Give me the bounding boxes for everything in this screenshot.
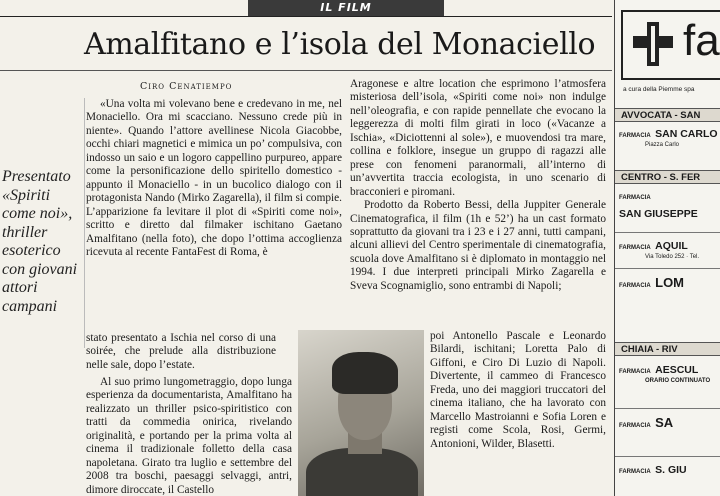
logo-letter: fa <box>683 16 720 65</box>
paragraph: poi Antonello Pascale e Leonardo Bilardi, ischitani; Loretta Palo di Giffoni, e Ciro Di Luzio di Napoli. Divertente, il cammeo di Francesco Freda, uno dei maggiori truccatori del cinema italiano, che ha lavorato con Marcello Mastroianni e Sofia Loren e registi come Scola, Rosi, Germi, Antonioni, Wilder, Blasetti. <box>430 330 606 450</box>
article-column-2 <box>350 78 606 293</box>
pharmacy-name: SA <box>655 415 674 430</box>
director-photo <box>298 330 424 496</box>
paragraph: «Una volta mi volevano bene e credevano in me, nel Monaciello. Ora mi scacciano. Nessuno crede più in niente». Quando l’attore avellinese Nicola Giacobbe, occhi chiari magnetici e mimica un po’ compulsiva, con indosso un saio e un logoro cappellino purpureo, appare come la personificazione dello spiritello domestico - appunto il Monaciello - in un bucolico dialogo con il protagonista Nando (Mirko Zagarella), il film si compie. L’apparizione fa levitare il plot di «Spiriti come noi», scritto e diretto dal filmaker ischitano Gaetano Amalfitano (nella foto), che dopo l’ottima accoglienza ricevuta al recente FantaFest di Roma, è <box>86 98 342 258</box>
pharmacy-label: FARMACIA <box>619 195 651 201</box>
paragraph: Aragonese e altre location che esprimono l’atmosfera misteriosa dell’isola, «Spiriti come noi» non indulge nell’oleografia, e con rapide pennellate che evocano la leggerezza di molti film girati in loco («Vacanze a Ischia», «Diciottenni al sole»), e muovendosi tra mare, collina e folklore, insegue un gruppo di ragazzi alle prese con fenomeni paranormali, all’interno di un’avvertita traccia ecologista, in uno scenario di bracconieri e piromani. <box>350 78 606 198</box>
pharmacy-label: FARMACIA <box>619 283 651 289</box>
pharmacy-label: FARMACIA <box>619 245 651 251</box>
article-column-2-continued <box>430 330 606 451</box>
photo-hair <box>332 352 398 394</box>
zone-header: CENTRO - S. FER <box>615 170 720 184</box>
pharmacy-label: FARMACIA <box>619 423 651 429</box>
pull-quote: Presentato «Spiriti come noi», thriller esoterico con giovani attori campani <box>2 168 78 315</box>
zone-header: AVVOCATA - SAN <box>615 108 720 122</box>
pharmacy-entry <box>615 236 720 262</box>
photo-shirt <box>306 448 418 496</box>
pharmacy-line: Piazza Carlo <box>645 142 680 148</box>
separator <box>615 456 720 457</box>
pharmacy-sidebar <box>614 0 720 496</box>
pharmacy-name: AQUIL <box>655 240 688 252</box>
pharmacy-name: SAN CARLO <box>655 128 718 140</box>
section-label: IL FILM <box>320 1 372 14</box>
pharmacy-entry <box>615 460 720 478</box>
article-column-1 <box>86 98 342 259</box>
separator <box>615 408 720 409</box>
pharmacy-line: ORARIO CONTINUATO <box>645 378 711 384</box>
pharmacy-entry <box>615 186 720 222</box>
separator <box>615 232 720 233</box>
sidebar-credit: a cura della Piemme spa <box>623 86 695 93</box>
pharmacy-name: AESCUL <box>655 364 699 376</box>
pharmacy-line: Via Toledo 252 · Tel. <box>645 254 700 260</box>
pharmacy-label: FARMACIA <box>619 369 651 375</box>
zone-header: CHIAIA - RIV <box>615 342 720 356</box>
paragraph: Prodotto da Roberto Bessi, della Juppiter Generale Cinematografica, il film (1h e 52’) ha un cast formato soprattutto da giovani tra i 23 e i 27 anni, tutti campani, alcuni allievi del Centro sperimentale di cinematografia, scuola dove Amalfitano si è diplomato in montaggio nel 1994. I due interpreti principali Mirko Zagarella e Sveva Scognamiglio, sono entrambi di Napoli; <box>350 199 606 292</box>
pharmacy-label: FARMACIA <box>619 469 651 475</box>
pharmacy-name: SAN GIUSEPPE <box>619 208 698 220</box>
top-rule <box>0 16 612 17</box>
article-column-1-tail <box>86 376 292 496</box>
paragraph: Al suo primo lungometraggio, dopo lunga esperienza da documentarista, Amalfitano ha realizzato un thriller psico-spiritistico con tratti da commedia onirica, rivelando originalità, e portando per la prima volta al cinema il tradizionale folletto della casa napoletana. Girato tra luglio e settembre del 2008 tra boschi, paesaggi selvaggi, antri, dimore diroccate, il Castello <box>86 376 292 496</box>
byline: Ciro Cenatiempo <box>140 81 233 92</box>
pharmacy-label: FARMACIA <box>619 133 651 139</box>
pharmacy-name: LOM <box>655 275 685 290</box>
pharmacy-logo <box>621 10 720 80</box>
separator <box>615 268 720 269</box>
paragraph: stato presentato a Ischia nel corso di una soirée, che prelude alla distribuzione nelle sale, dopo l’estate. <box>86 332 276 371</box>
pharmacy-entry <box>615 414 720 432</box>
pharmacy-entry <box>615 124 720 150</box>
article-column-1-continued <box>86 332 276 372</box>
pharmacy-entry <box>615 274 720 292</box>
headline: Amalfitano e l’isola del Monaciello <box>84 27 596 62</box>
pharmacy-cross-icon <box>633 20 673 68</box>
column-rule <box>84 98 85 348</box>
pharmacy-name: S. GIU <box>655 464 687 476</box>
section-band <box>248 0 444 16</box>
headline-rule <box>0 70 612 71</box>
pharmacy-entry <box>615 360 720 386</box>
